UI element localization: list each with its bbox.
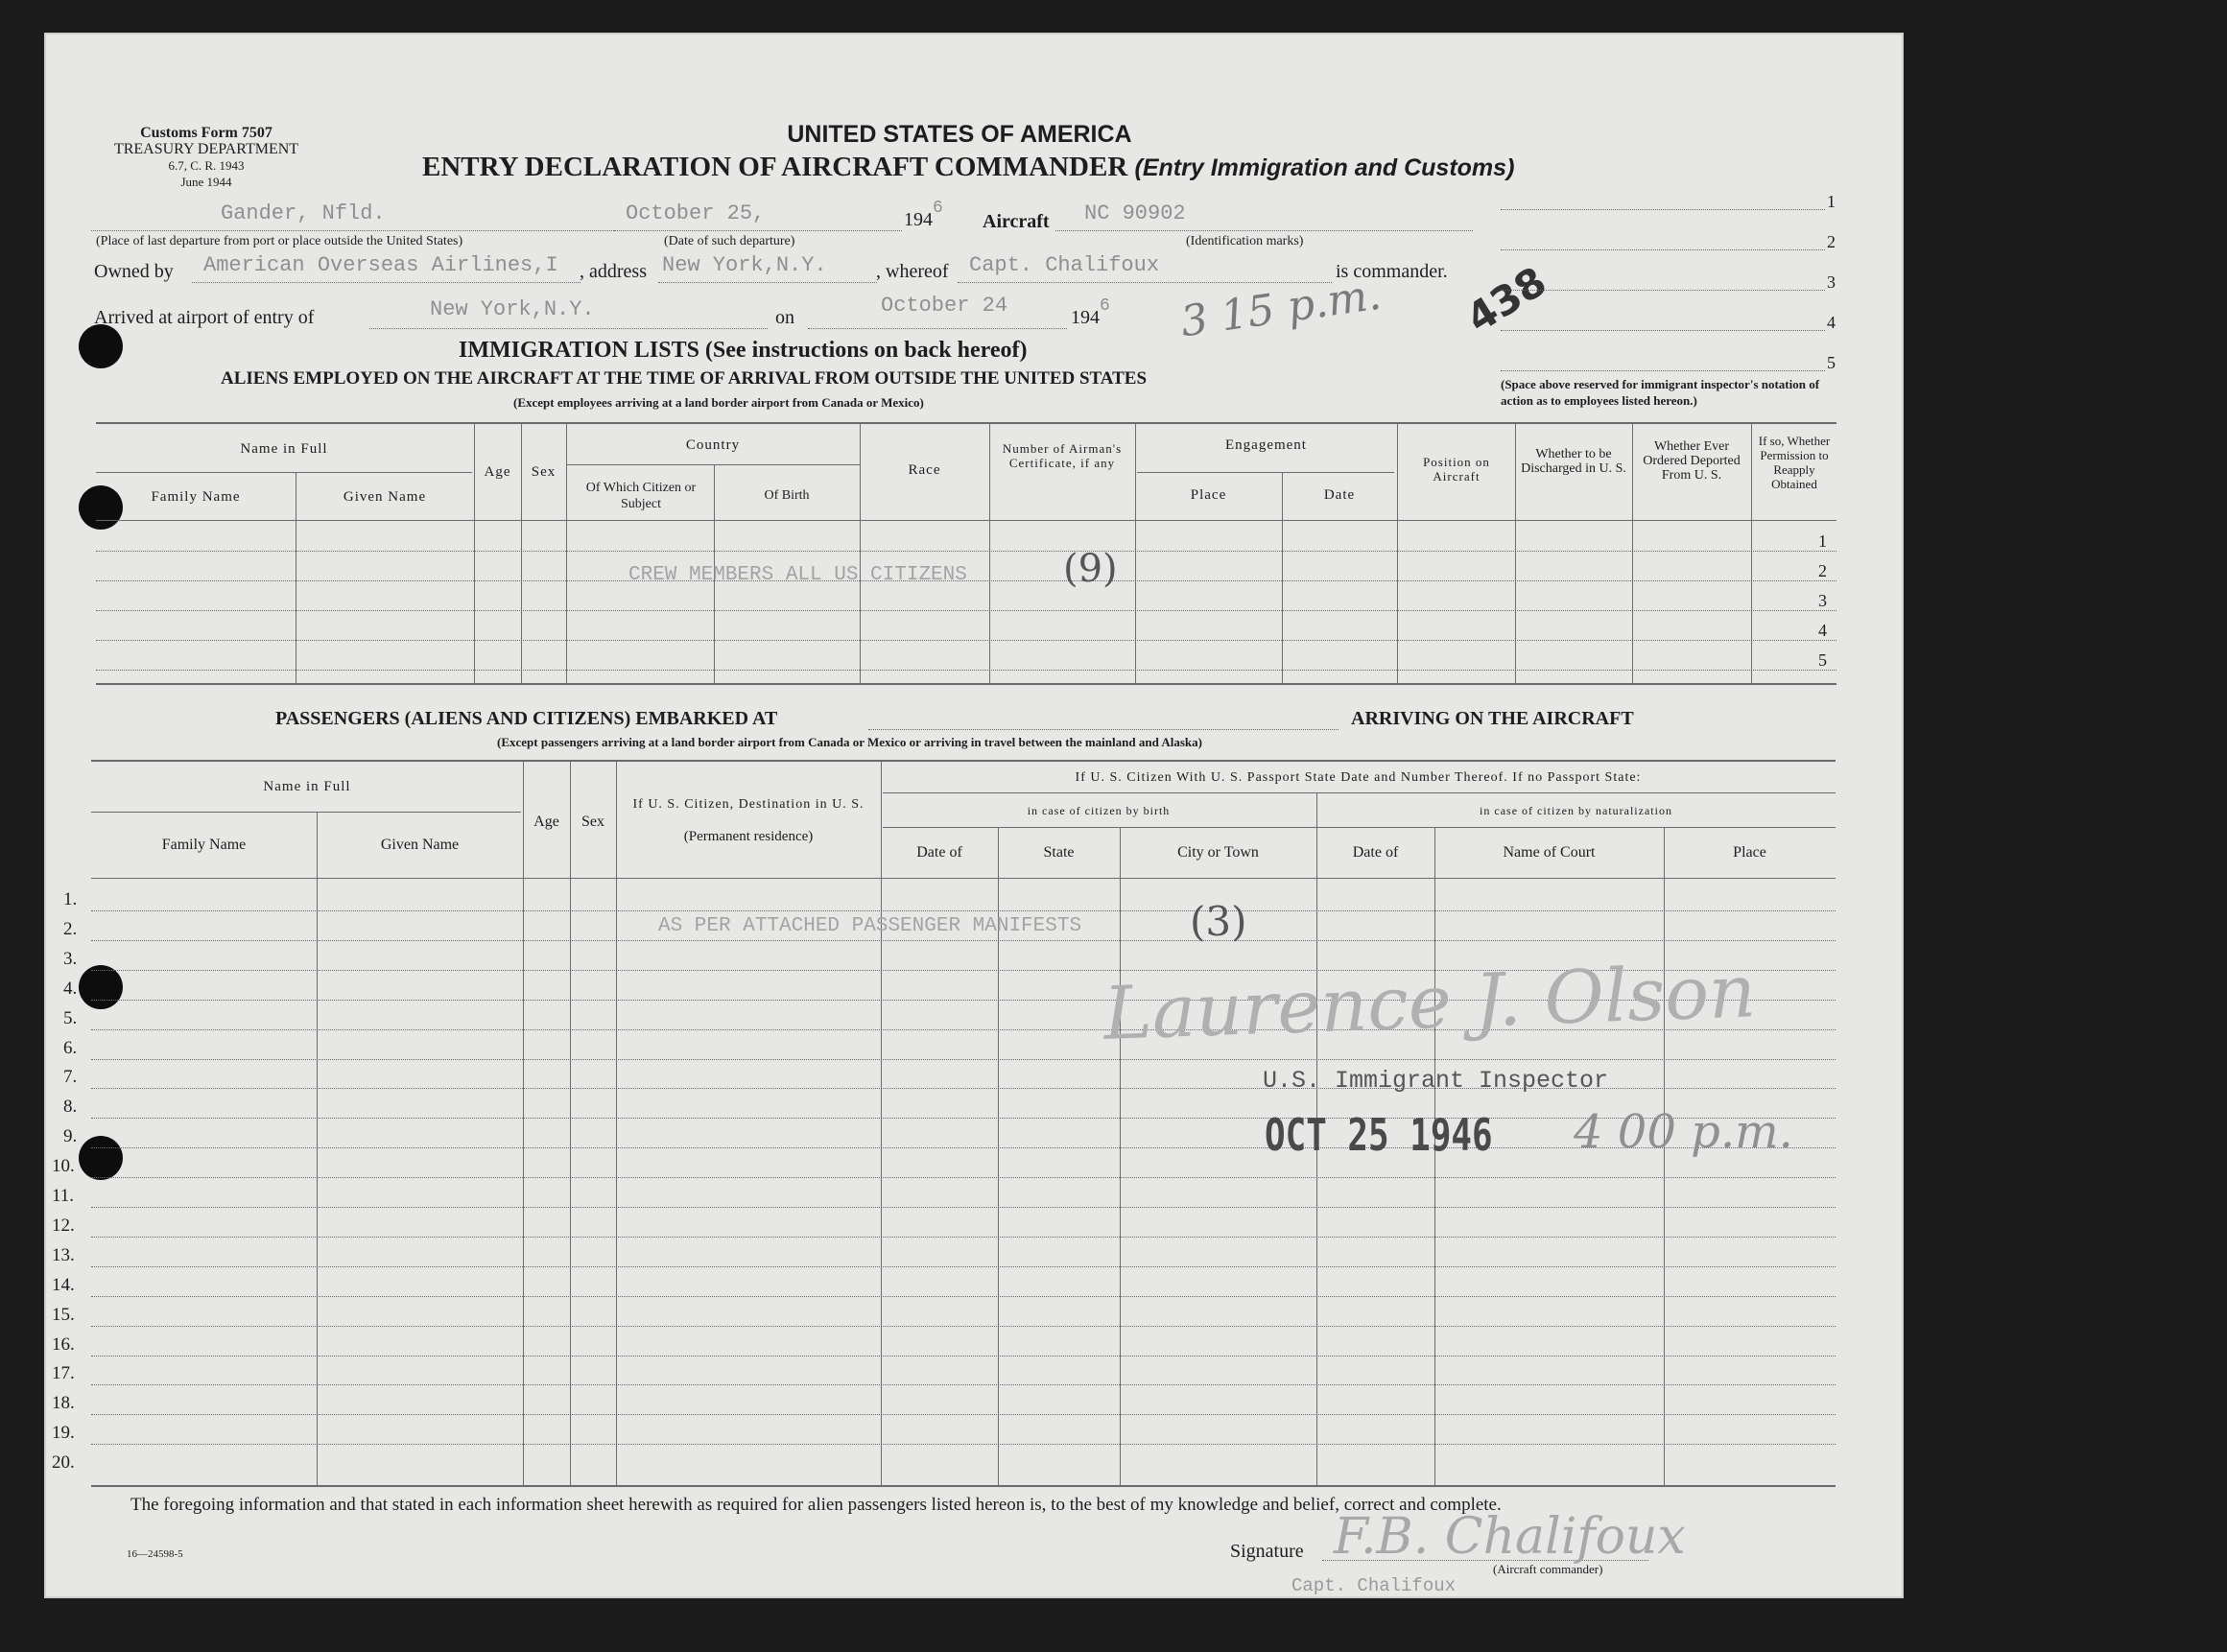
form-number: Customs Form 7507 [140, 125, 272, 141]
signature-role: (Aircraft commander) [1493, 1562, 1603, 1576]
row-number: 4 [1818, 621, 1827, 640]
p-col-sex: Sex [581, 814, 604, 830]
notation-line [1501, 370, 1825, 371]
typed-name: Capt. Chalifoux [1291, 1575, 1457, 1596]
table-row [91, 1207, 1836, 1208]
row-number: 17. [52, 1363, 75, 1384]
passengers-title-b: ARRIVING ON THE AIRCRAFT [1351, 708, 1634, 729]
p-col-date-of: Date of [916, 844, 962, 861]
notation-line [1501, 209, 1825, 210]
notation-line [1501, 249, 1825, 250]
notation-line-number: 5 [1827, 353, 1836, 372]
p-col-court: Name of Court [1503, 844, 1596, 861]
p-col-place: Place [1733, 844, 1766, 861]
is-commander-label: is commander. [1336, 261, 1448, 282]
p-col-city: City or Town [1177, 844, 1259, 861]
p-col-name-in-full: Name in Full [263, 779, 351, 794]
col-family-name: Family Name [151, 489, 241, 505]
stamp-number: 438 [1457, 257, 1554, 342]
p-col-family-name: Family Name [161, 837, 247, 853]
commander: Capt. Chalifoux [969, 253, 1160, 277]
row-number: 5 [1818, 650, 1827, 670]
form-date: June 1944 [180, 175, 232, 189]
punch-hole [79, 324, 123, 368]
table-row [91, 940, 1836, 941]
notation-line-number: 3 [1827, 272, 1836, 292]
col-given-name: Given Name [343, 489, 427, 505]
arrival-year-digit: 6 [1100, 296, 1110, 316]
col-country: Country [685, 437, 741, 453]
arrival-year [1071, 296, 1110, 329]
on-label: on [775, 307, 794, 328]
row-number: 19. [52, 1423, 75, 1444]
aircraft-mark-label: (Identification marks) [1186, 234, 1304, 248]
manifest-count: (3) [1190, 898, 1247, 945]
col-date: Date [1323, 487, 1356, 503]
p-col-by-birth: in case of citizen by birth [1027, 804, 1171, 817]
row-number: 5. [63, 1007, 78, 1028]
row-number: 14. [52, 1274, 75, 1295]
table-row [91, 1326, 1836, 1327]
owner: American Overseas Airlines,I [203, 253, 558, 277]
aircraft-mark: NC 90902 [1084, 201, 1186, 225]
p-col-state: State [1043, 844, 1075, 861]
departure-date: October 25, [626, 201, 766, 225]
title-sub: (Entry Immigration and Customs) [1134, 154, 1515, 181]
arrived-label: Arrived at airport of entry of [94, 307, 315, 328]
col-race: Race [908, 462, 941, 478]
commander-signature: F.B. Chalifoux [1334, 1508, 1686, 1566]
col-place: Place [1190, 487, 1227, 503]
arrival-date: October 24 [881, 294, 1008, 318]
row-number: 1 [1818, 531, 1827, 551]
aircraft-label: Aircraft [983, 211, 1050, 232]
row-number: 8. [63, 1097, 78, 1118]
row-number: 15. [52, 1304, 75, 1325]
signature-label: Signature [1230, 1541, 1304, 1562]
row-number: 16. [52, 1333, 75, 1355]
row-number: 3 [1818, 591, 1827, 610]
row-number: 18. [52, 1393, 75, 1414]
col-age: Age [484, 464, 511, 480]
col-certificate: Number of Airman's Certificate, if any [1002, 441, 1123, 470]
year-digit: 6 [933, 199, 943, 218]
table-row [91, 1296, 1836, 1297]
side-note: (Space above reserved for immigrant inspector's notation of action as to employees listed hereon.) [1501, 377, 1820, 408]
col-name-in-full: Name in Full [240, 441, 328, 457]
table-row [96, 640, 1836, 641]
departure-year [904, 199, 943, 231]
country-heading: UNITED STATES OF AMERICA [787, 121, 1132, 148]
immigration-note: (Except employees arriving at a land border airport from Canada or Mexico) [513, 395, 924, 410]
declaration: The foregoing information and that stated in each information sheet herewith as required for alien passengers listed hereon is, to the best of my knowledge and belief, correct and complete. [130, 1495, 1502, 1515]
table-row [91, 910, 1836, 911]
table-row [91, 1237, 1836, 1238]
passengers-title-a: PASSENGERS (ALIENS AND CITIZENS) EMBARKED AT [275, 708, 778, 729]
table-row [91, 1356, 1836, 1357]
row-number: 9. [63, 1126, 78, 1147]
p-col-by-naturalization: in case of citizen by naturalization [1480, 804, 1672, 817]
row-number: 2. [63, 918, 78, 939]
notation-line-number: 1 [1827, 192, 1836, 211]
form-info [91, 125, 321, 190]
inspector-title: U.S. Immigrant Inspector [1263, 1067, 1609, 1095]
row-number: 13. [52, 1244, 75, 1265]
address: New York,N.Y. [662, 253, 827, 277]
col-discharged: Whether to be Discharged in U. S. [1521, 447, 1626, 476]
table-row [96, 670, 1836, 671]
table-row [91, 1384, 1836, 1385]
inspector-signature: Laurence J. Olson [1102, 948, 1758, 1056]
col-citizen: Of Which Citizen or Subject [585, 481, 697, 511]
arrival-airport: New York,N.Y. [430, 297, 595, 321]
immigration-title: IMMIGRATION LISTS (See instructions on back hereof) [459, 338, 1028, 363]
col-birth: Of Birth [764, 488, 810, 503]
arrival-time: 3 15 p.m. [1177, 270, 1385, 347]
table-row [96, 610, 1836, 611]
crew-count: (9) [1063, 547, 1118, 591]
row-number: 3. [63, 948, 78, 969]
col-sex: Sex [531, 464, 557, 480]
punch-hole [79, 965, 123, 1009]
print-code: 16—24598-5 [127, 1548, 183, 1560]
table-row [91, 1177, 1836, 1178]
col-reapply: If so, Whether Permission to Reapply Obtained [1758, 434, 1831, 491]
p-col-residence: (Permanent residence) [683, 829, 814, 844]
title-main: ENTRY DECLARATION OF AIRCRAFT COMMANDER [422, 152, 1128, 182]
row-number: 7. [63, 1067, 78, 1088]
passengers-note: (Except passengers arriving at a land border airport from Canada or Mexico or arriving in travel between the mainland and Alaska) [497, 735, 1202, 749]
regulation: 6.7, C. R. 1943 [168, 158, 245, 173]
departure-place-label: (Place of last departure from port or place outside the United States) [96, 234, 463, 248]
table-row [91, 1414, 1836, 1415]
stamp-time: 4 00 p.m. [1574, 1105, 1793, 1159]
row-number: 2 [1818, 561, 1827, 580]
col-deported: Whether Ever Ordered Deported From U. S. [1643, 439, 1741, 483]
table-row [91, 1059, 1836, 1060]
row-number: 6. [63, 1037, 78, 1058]
manifest-note: AS PER ATTACHED PASSENGER MANIFESTS [658, 915, 1082, 937]
col-engagement: Engagement [1225, 437, 1307, 453]
row-number: 1. [63, 889, 78, 909]
address-label: , address [580, 261, 647, 282]
department: TREASURY DEPARTMENT [113, 141, 299, 157]
stamp-date: OCT 25 1946 [1265, 1109, 1493, 1161]
p-col-date-of-2: Date of [1352, 844, 1399, 861]
departure-place: Gander, Nfld. [221, 201, 386, 225]
whereof-label: , whereof [876, 261, 949, 282]
p-col-passport: If U. S. Citizen With U. S. Passport State Date and Number Thereof. If no Passport State: [1075, 770, 1642, 785]
owned-by-label: Owned by [94, 261, 174, 282]
p-col-age: Age [533, 814, 559, 830]
year-prefix: 194 [904, 209, 933, 230]
notation-line-number: 4 [1827, 313, 1836, 332]
col-position: Position on Aircraft [1423, 455, 1490, 484]
immigration-subtitle: ALIENS EMPLOYED ON THE AIRCRAFT AT THE TIME OF ARRIVAL FROM OUTSIDE THE UNITED STATES [221, 368, 1148, 389]
crew-note: CREW MEMBERS ALL US CITIZENS [628, 564, 967, 586]
punch-hole [79, 1136, 123, 1180]
row-number: 10. [52, 1156, 75, 1177]
row-number: 11. [52, 1186, 75, 1206]
row-number: 20. [52, 1452, 75, 1474]
arrival-year-prefix: 194 [1071, 307, 1100, 328]
row-number: 12. [52, 1215, 75, 1236]
notation-line [1501, 330, 1825, 331]
table-row [91, 1266, 1836, 1267]
row-number: 4. [63, 978, 78, 999]
table-row [91, 1444, 1836, 1445]
p-col-destination: If U. S. Citizen, Destination in U. S. [632, 797, 865, 812]
p-col-given-name: Given Name [380, 837, 460, 853]
departure-date-label: (Date of such departure) [664, 234, 795, 248]
table-row [96, 551, 1836, 552]
notation-line-number: 2 [1827, 232, 1836, 251]
page-title [422, 152, 1535, 183]
notation-line [1501, 290, 1825, 291]
